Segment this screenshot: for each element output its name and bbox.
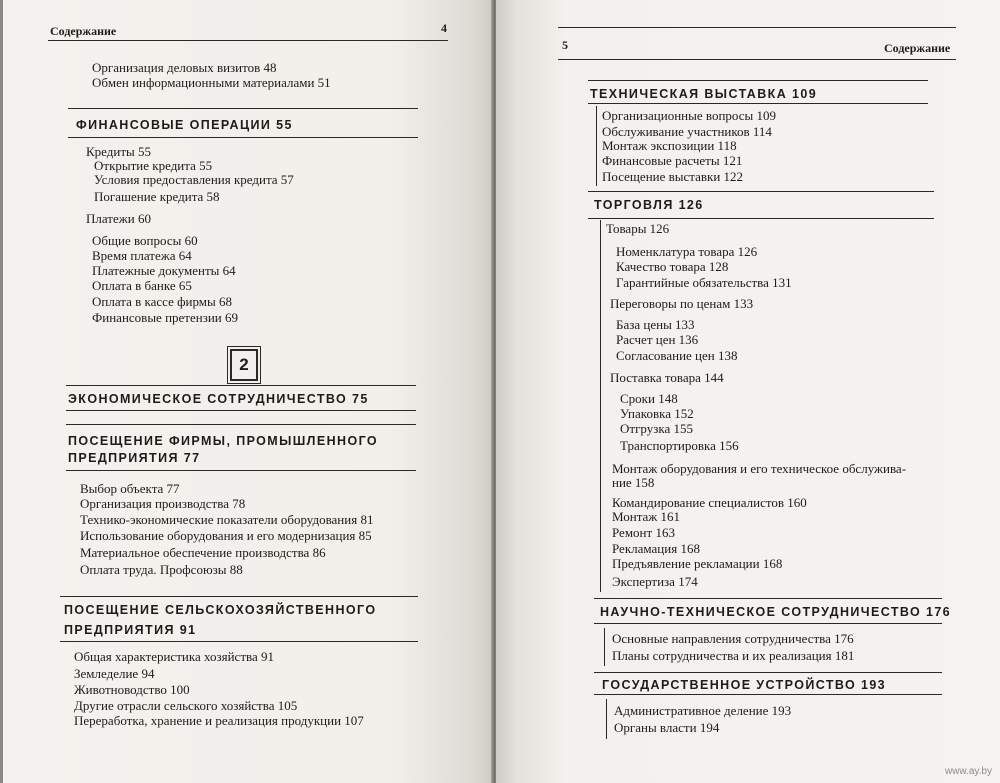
toc-entry: Животноводство 100 [74,682,190,697]
section-heading: ПРЕДПРИЯТИЯ 77 [68,451,201,465]
toc-entry: Командирование специалистов 160 [612,495,807,510]
section-rule [60,596,418,597]
toc-entry: Платежи 60 [86,211,151,226]
section-rule [594,623,942,624]
toc-entry: Согласование цен 138 [616,348,738,363]
header-rule [558,27,956,28]
toc-entry: Посещение выставки 122 [602,169,744,184]
toc-entry: Финансовые расчеты 121 [602,153,743,168]
section-rule [588,218,934,219]
toc-entry: Транспортировка 156 [620,438,739,453]
toc-entry: Основные направления сотрудничества 176 [612,631,854,646]
toc-entry: Гарантийные обязательства 131 [616,275,792,290]
header-title: Содержание [884,41,951,55]
section-rule [66,410,416,411]
section-rule [68,137,418,138]
toc-entry: Административное деление 193 [614,703,792,718]
list-bar [596,106,597,186]
header-title: Содержание [50,24,117,38]
toc-entry: Оплата труда. Профсоюзы 88 [80,562,243,577]
toc-entry: Упаковка 152 [620,406,694,421]
toc-entry: Расчет цен 136 [616,332,699,347]
header-rule [48,40,448,41]
toc-entry: Выбор объекта 77 [80,481,180,496]
toc-entry: Поставка товара 144 [610,370,724,385]
section-rule [588,80,928,81]
toc-entry: Органы власти 194 [614,720,720,735]
section-rule [594,672,942,673]
toc-entry: Монтаж 161 [612,509,681,524]
page-number: 5 [562,38,568,52]
toc-entry: Открытие кредита 55 [94,158,213,173]
toc-entry: Время платежа 64 [92,248,192,263]
section-heading: ТОРГОВЛЯ 126 [594,198,704,212]
toc-entry: Качество товара 128 [616,259,729,274]
toc-entry: Общая характеристика хозяйства 91 [74,649,274,664]
toc-entry: Кредиты 55 [86,144,152,159]
toc-entry: База цены 133 [616,317,695,332]
list-bar [604,628,605,666]
toc-entry: Материальное обеспечение производства 86 [80,545,326,560]
page-number: 4 [441,21,447,35]
toc-entry: Планы сотрудничества и их реализация 181 [612,648,855,663]
toc-entry: Монтаж экспозиции 118 [602,138,737,153]
toc-entry: Экспертиза 174 [612,574,698,589]
toc-entry: Земледелие 94 [74,666,155,681]
toc-entry: Погашение кредита 58 [94,189,220,204]
watermark: www.ay.by [944,766,992,777]
toc-entry: ние 158 [612,475,655,490]
toc-entry: Сроки 148 [620,391,678,406]
toc-entry: Рекламация 168 [612,541,700,556]
section-heading: НАУЧНО-ТЕХНИЧЕСКОЕ СОТРУДНИЧЕСТВО 176 [600,605,952,619]
toc-entry: Товары 126 [606,221,670,236]
section-heading: ФИНАНСОВЫЕ ОПЕРАЦИИ 55 [76,118,293,132]
section-heading: ПРЕДПРИЯТИЯ 91 [64,623,197,637]
toc-entry: Ремонт 163 [612,525,675,540]
right-page [496,0,1000,783]
section-number-box: 2 [230,349,258,381]
list-bar [600,220,601,592]
toc-entry: Финансовые претензии 69 [92,310,239,325]
toc-entry: Оплата в банке 65 [92,278,192,293]
header-rule [558,59,956,60]
section-rule [68,108,418,109]
toc-entry: Номенклатура товара 126 [616,244,758,259]
toc-entry: Организация деловых визитов 48 [92,60,277,75]
toc-entry: Другие отрасли сельского хозяйства 105 [74,698,298,713]
section-rule [594,694,942,695]
toc-entry: Переработка, хранение и реализация продукции 107 [74,713,364,728]
section-heading: ЭКОНОМИЧЕСКОЕ СОТРУДНИЧЕСТВО 75 [68,392,369,406]
toc-entry: Организационные вопросы 109 [602,108,776,123]
section-rule [588,191,934,192]
toc-entry: Предъявление рекламации 168 [612,556,783,571]
toc-entry: Переговоры по ценам 133 [610,296,754,311]
section-heading: ПОСЕЩЕНИЕ СЕЛЬСКОХОЗЯЙСТВЕННОГО [64,603,377,617]
section-rule [588,103,928,104]
toc-entry: Технико-экономические показатели оборудования 81 [80,512,374,527]
section-rule [66,385,416,386]
toc-entry: Обмен информационными материалами 51 [92,75,331,90]
toc-entry: Общие вопросы 60 [92,233,198,248]
section-rule [66,424,416,425]
toc-entry: Оплата в кассе фирмы 68 [92,294,233,309]
left-page [0,0,492,783]
toc-entry: Условия предоставления кредита 57 [94,172,294,187]
section-heading: ПОСЕЩЕНИЕ ФИРМЫ, ПРОМЫШЛЕННОГО [68,434,379,448]
section-heading: ГОСУДАРСТВЕННОЕ УСТРОЙСТВО 193 [602,678,887,692]
section-rule [594,598,942,599]
page-edge [0,0,3,783]
section-rule [66,470,416,471]
toc-entry: Отгрузка 155 [620,421,694,436]
toc-entry: Обслуживание участников 114 [602,124,772,139]
toc-entry: Платежные документы 64 [92,263,236,278]
section-rule [60,641,418,642]
list-bar [606,699,607,739]
section-heading: ТЕХНИЧЕСКАЯ ВЫСТАВКА 109 [590,87,818,101]
toc-entry: Использование оборудования и его модернизация 85 [80,528,372,543]
toc-entry: Организация производства 78 [80,496,246,511]
toc-entry: Монтаж оборудования и его техническое обслужива- [612,461,907,476]
